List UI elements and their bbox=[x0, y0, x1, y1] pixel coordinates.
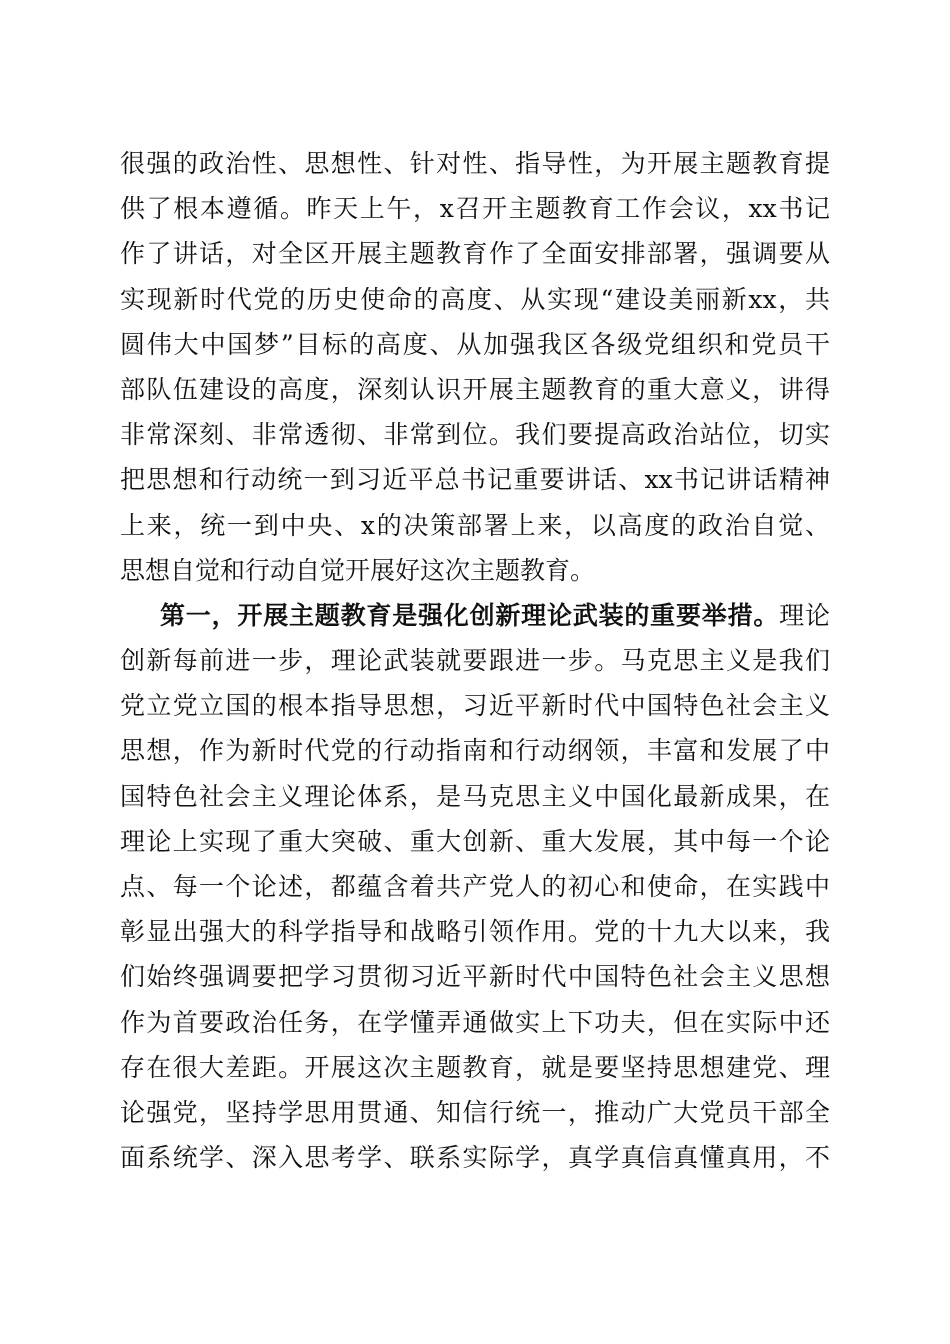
text-line: 创新每前进一步，理论武装就要跟进一步。马克思主义是我们 bbox=[120, 646, 830, 676]
text-line: 彰显出强大的科学指导和战略引领作用。党的十九大以来，我 bbox=[120, 917, 830, 947]
document-body bbox=[120, 141, 830, 1180]
text-line: 思想自觉和行动自觉开展好这次主题教育。 bbox=[120, 555, 596, 585]
text-line: 思想，作为新时代党的行动指南和行动纲领，丰富和发展了中 bbox=[120, 736, 830, 766]
text-line: 供了根本遵循。昨天上午，x召开主题教育工作会议，xx书记 bbox=[120, 194, 830, 224]
text-line: 部队伍建设的高度，深刻认识开展主题教育的重大意义，讲得 bbox=[120, 374, 830, 404]
text-line: 非常深刻、非常透彻、非常到位。我们要提高政治站位，切实 bbox=[120, 420, 830, 450]
text-line: 作为首要政治任务，在学懂弄通做实上下功夫，但在实际中还 bbox=[120, 1007, 830, 1037]
text-line: 面系统学、深入思考学、联系实际学，真学真信真懂真用，不 bbox=[120, 1143, 830, 1173]
text-line: 党立党立国的根本指导思想，习近平新时代中国特色社会主义 bbox=[120, 691, 830, 721]
text-line: 论强党，坚持学思用贯通、知信行统一，推动广大党员干部全 bbox=[120, 1097, 830, 1127]
text-line: 把思想和行动统一到习近平总书记重要讲话、xx书记讲话精神 bbox=[120, 465, 830, 495]
text-line: 理论上实现了重大突破、重大创新、重大发展，其中每一个论 bbox=[120, 826, 830, 856]
paragraph-heading: 第一，开展主题教育是强化创新理论武装的重要举措。 bbox=[160, 600, 780, 630]
text-line: 圆伟大中国梦”目标的高度、从加强我区各级党组织和党员干 bbox=[120, 329, 830, 359]
text-line: 国特色社会主义理论体系，是马克思主义中国化最新成果，在 bbox=[120, 781, 830, 811]
text-line: 作了讲话，对全区开展主题教育作了全面安排部署，强调要从 bbox=[120, 239, 830, 269]
paragraph-heading-line bbox=[120, 593, 830, 638]
paragraph-1 bbox=[120, 141, 830, 593]
text-line: 很强的政治性、思想性、针对性、指导性，为开展主题教育提 bbox=[120, 149, 830, 178]
text-line: 存在很大差距。开展这次主题教育，就是要坚持思想建党、理 bbox=[120, 1052, 830, 1082]
heading-line-rest: 理论 bbox=[779, 600, 830, 630]
text-line: 上来，统一到中央、x的决策部署上来，以高度的政治自觉、 bbox=[120, 510, 830, 540]
text-line: 点、每一个论述，都蕴含着共产党人的初心和使命，在实践中 bbox=[120, 872, 830, 901]
text-line: 实现新时代党的历史使命的高度、从实现“建设美丽新xx，共 bbox=[120, 284, 830, 314]
paragraph-2 bbox=[120, 593, 830, 1180]
text-line: 们始终强调要把学习贯彻习近平新时代中国特色社会主义思想 bbox=[120, 962, 830, 992]
